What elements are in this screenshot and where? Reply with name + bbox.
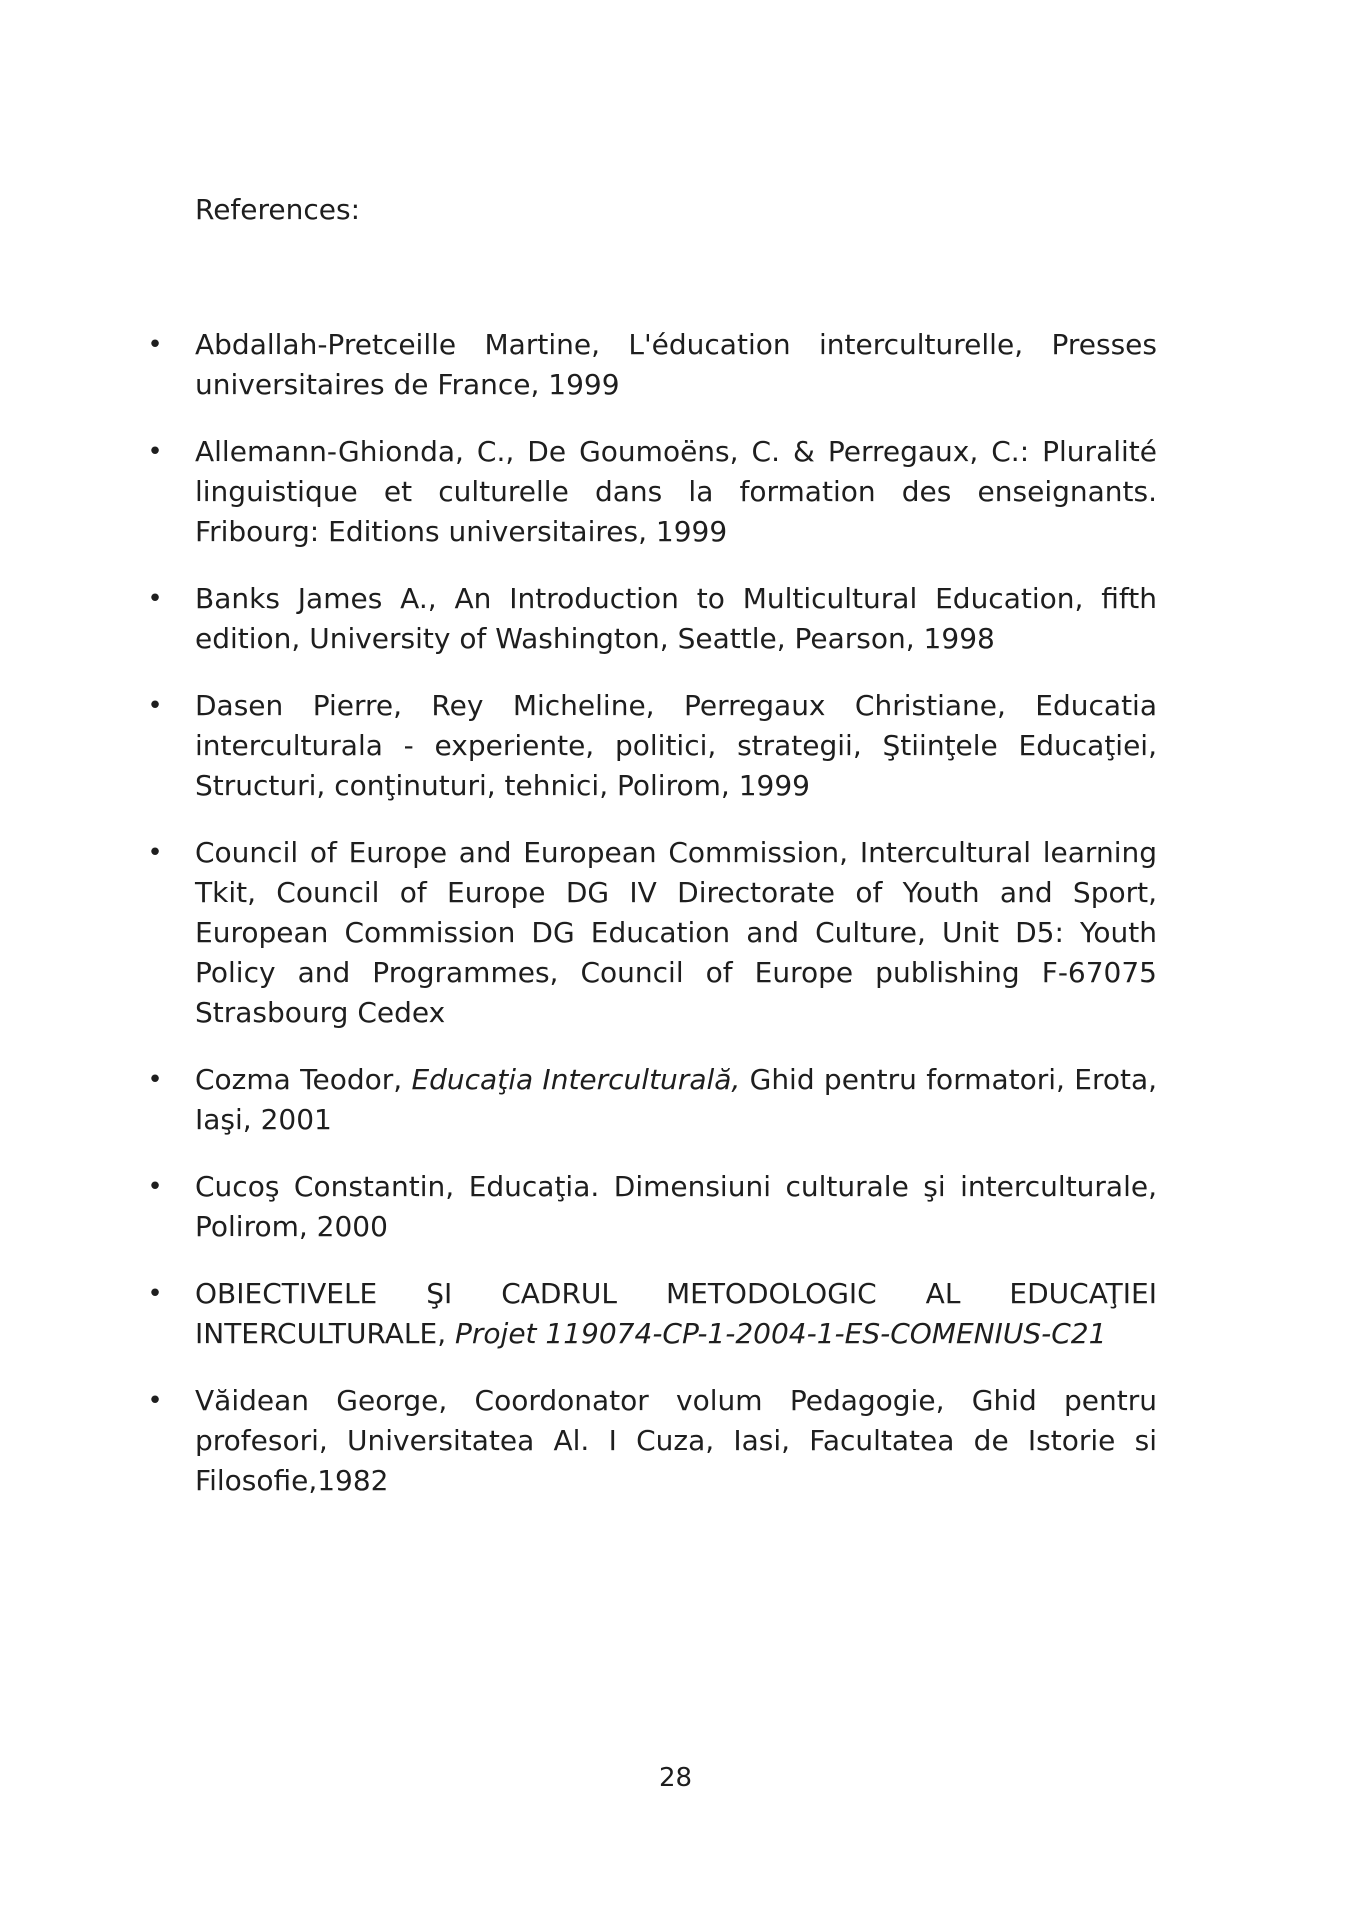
reference-title-italic: Projet 119074-CP-1-2004-1-ES-COMENIUS-C21 [455,1317,1107,1350]
reference-item [147,686,1157,806]
reference-text: Ghid pentru formatori, Erota, Iaşi, 2001 [195,1063,1158,1136]
reference-title-italic: Educaţia Interculturală, [411,1063,741,1096]
page-number: 28 [658,1763,693,1793]
reference-item [147,1167,1157,1247]
reference-text: OBIECTIVELE ŞI CADRUL METODOLOGIC AL EDUCAŢIEI INTERCULTURALE, [195,1277,1157,1350]
reference-item [147,1274,1157,1354]
reference-item [147,432,1157,552]
reference-item [147,579,1157,659]
bullet-icon: • [147,584,163,614]
bullet-icon: • [147,437,163,467]
reference-item [147,1381,1157,1501]
reference-text: Allemann-Ghionda, C., De Goumoëns, C. & Perregaux, C.: Pluralité linguistique et culturelle dans la formation des enseignants. Fribourg: Editions universitaires, 1999 [195,435,1157,548]
reference-text: Văidean George, Coordonator volum Pedagogie, Ghid pentru profesori, Universitatea Al. I Cuza, Iasi, Facultatea de Istorie si Filosofie,1982 [195,1384,1157,1497]
bullet-icon: • [147,1065,163,1095]
bullet-icon: • [147,1279,163,1309]
reference-text: Council of Europe and European Commission, Intercultural learning Tkit, Council of Europe DG IV Directorate of Youth and Sport, European Commission DG Education and Culture, Unit D5: Youth Policy and Programmes, Council of Europe publishing F-67075 Strasbourg Cedex [195,836,1157,1029]
reference-text: Cozma Teodor, [195,1063,412,1096]
bullet-icon: • [147,838,163,868]
references-heading: References: [195,193,361,226]
bullet-icon: • [147,1172,163,1202]
reference-list [147,325,1158,1528]
reference-item [147,325,1157,405]
reference-text: Dasen Pierre, Rey Micheline, Perregaux Christiane, Educatia interculturala - experiente, politici, strategii, Ştiinţele Educaţiei, Structuri, conţinuturi, tehnici, Polirom, 1999 [195,689,1157,802]
bullet-icon: • [147,1386,163,1416]
reference-item [147,833,1157,1033]
reference-text: Banks James A., An Introduction to Multicultural Education, fifth edition, University of Washington, Seattle, Pearson, 1998 [195,582,1157,655]
reference-text: Cucoş Constantin, Educaţia. Dimensiuni culturale şi interculturale, Polirom, 2000 [195,1170,1157,1243]
bullet-icon: • [147,330,163,360]
reference-text: Abdallah-Pretceille Martine, L'éducation interculturelle, Presses universitaires de France, 1999 [195,328,1157,401]
bullet-icon: • [147,691,163,721]
reference-item [147,1060,1158,1140]
